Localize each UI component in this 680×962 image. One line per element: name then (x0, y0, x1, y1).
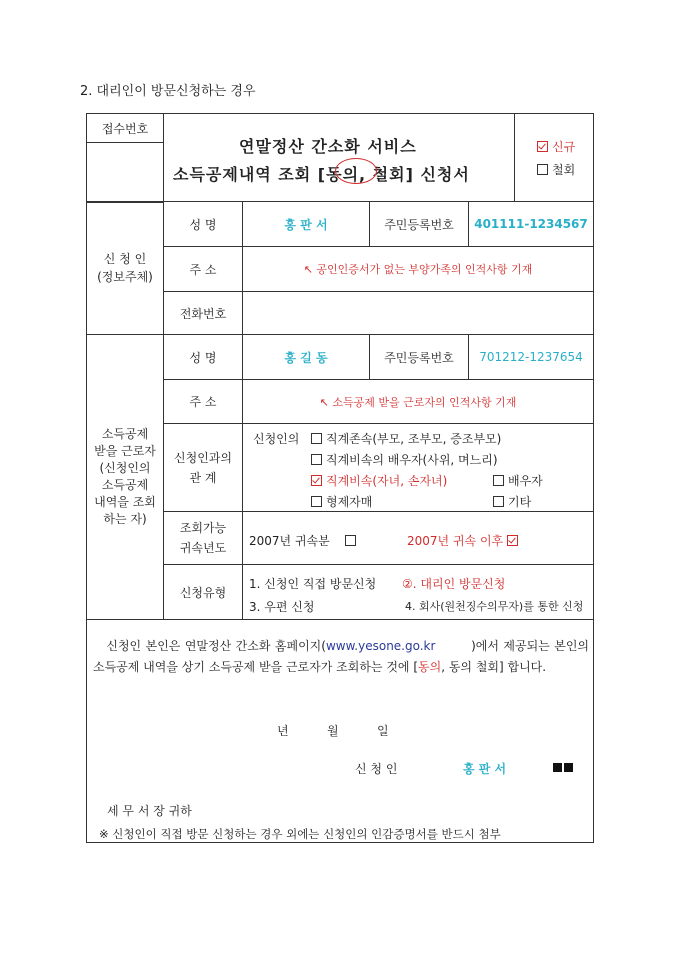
title-area (163, 114, 515, 202)
type-mail[interactable]: 3. 우편 신청 (249, 600, 315, 614)
checkbox-icon (537, 164, 548, 175)
applicant-id-label: 주민등록번호 (369, 201, 469, 247)
type-label: 신청유형 (163, 564, 243, 620)
agree-circle-mark (335, 158, 377, 184)
worker-name-field[interactable]: 홍 길 동 (242, 334, 370, 380)
type-direct[interactable]: 1. 신청인 직접 방문신청 (249, 577, 377, 591)
receipt-label-cell (86, 113, 164, 143)
homepage-link[interactable]: www.yesone.go.kr (325, 639, 436, 653)
year-2007-option[interactable]: 2007년 귀속분 (249, 532, 360, 549)
signer-label: 신 청 인 (355, 762, 398, 776)
checkbox-icon (311, 496, 322, 507)
form-title-line2: 소득공제내역 조회 [동의, 철회] 신청서 (173, 165, 470, 184)
checkbox-icon (311, 454, 322, 465)
signer-name: 홍 판 서 (463, 762, 507, 776)
option-withdraw[interactable]: 철회 (537, 161, 575, 178)
relation-sibling[interactable]: 형제자매 (311, 493, 372, 510)
checkbox-icon (493, 496, 504, 507)
form-title-line1: 연말정산 간소화 서비스 (239, 137, 417, 156)
option-new[interactable]: 신규 (537, 138, 575, 155)
type-agent[interactable]: ②. 대리인 방문신청 (402, 577, 506, 591)
seal-mark (551, 761, 573, 775)
checkbox-icon (345, 535, 356, 546)
checkbox-icon (493, 475, 504, 486)
date-day: 일 (377, 724, 389, 738)
relation-ascendant[interactable]: 직계존속(부모, 조부모, 증조부모) (311, 430, 501, 447)
worker-section-label: 소득공제 받을 근로자 (신청인의 소득공제 내역을 조회 하는 자) (86, 334, 164, 620)
applicant-id-field[interactable]: 401111-1234567 (468, 201, 594, 247)
page-heading: 2. 대리인이 방문신청하는 경우 (80, 84, 256, 99)
worker-id-label: 주민등록번호 (369, 334, 469, 380)
year-after-option[interactable]: 2007년 귀속 이후 (407, 532, 522, 549)
year-label: 조회가능 귀속년도 (163, 511, 243, 565)
checked-box-icon (311, 475, 322, 486)
applicant-name-field[interactable]: 홍 판 서 (242, 201, 370, 247)
applicant-phone-label: 전화번호 (163, 291, 243, 335)
applicant-address-field[interactable]: ↖ 공인인증서가 없는 부양가족의 인적사항 기재 (242, 246, 594, 292)
date-month: 월 (327, 724, 339, 738)
worker-name-label: 성 명 (163, 334, 243, 380)
checkbox-icon (311, 433, 322, 444)
applicant-name-label: 성 명 (163, 201, 243, 247)
applicant-section-label: 신 청 인 (정보주체) (86, 201, 164, 335)
checked-box-icon (507, 535, 518, 546)
applicant-phone-field[interactable] (242, 291, 594, 335)
consent-statement: 신청인 본인은 연말정산 간소화 홈페이지(www.yesone.go.kr )에서 제공되는 본인의 소득공제 내역을 상기 소득공제 받을 근로자가 조회하는 것에 [동의, 동의 철회] 합니다. (93, 639, 589, 674)
relation-label: 신청인과의 관 계 (163, 423, 243, 512)
option-area (515, 114, 593, 202)
relation-spouse-of-descendant[interactable]: 직계비속의 배우자(사위, 며느리) (311, 451, 498, 468)
relation-spouse[interactable]: 배우자 (493, 472, 543, 489)
relation-descendant[interactable]: 직계비속(자녀, 손자녀) (311, 472, 447, 489)
title-agree-word: 동의 (326, 165, 360, 184)
type-company[interactable]: 4. 회사(원천징수의무자)를 통한 신청 (405, 600, 584, 613)
worker-address-field[interactable]: ↖ 소득공제 받을 근로자의 인적사항 기재 (242, 379, 594, 424)
receipt-label: 접수번호 (101, 121, 149, 136)
footnote: ※ 신청인이 직접 방문 신청하는 경우 외에는 신청인의 인감증명서를 반드시 첨부 (99, 827, 501, 841)
receipt-number-cell[interactable] (86, 142, 164, 203)
worker-address-label: 주 소 (163, 379, 243, 424)
applicant-address-label: 주 소 (163, 246, 243, 292)
relation-prefix: 신청인의 (253, 432, 300, 446)
recipient: 세 무 서 장 귀하 (107, 804, 192, 818)
checked-box-icon (537, 141, 548, 152)
relation-other[interactable]: 기타 (493, 493, 531, 510)
application-form (86, 113, 594, 843)
worker-id-field[interactable]: 701212-1237654 (468, 334, 594, 380)
date-year: 년 (277, 724, 289, 738)
